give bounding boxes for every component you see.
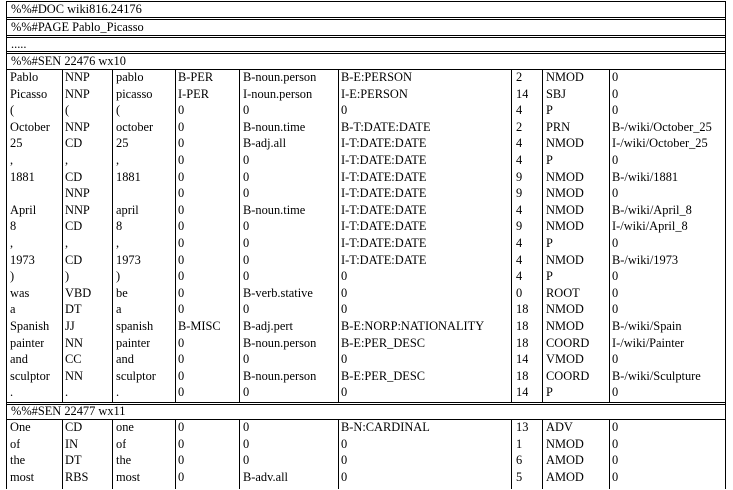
cell-lemma: sculptor [116, 368, 156, 383]
cell-head: 9 [516, 169, 523, 184]
cell-entity-type: B-E:PER_DESC [341, 335, 425, 350]
cell-entity-type: 0 [341, 285, 348, 300]
cell-dep-label: P [546, 103, 553, 118]
table-row [6, 318, 725, 335]
table-row [6, 368, 725, 385]
table-row [6, 469, 725, 486]
cell-wiki-link: I-/wiki/April_8 [612, 219, 688, 234]
cell-supersense: 0 [243, 269, 250, 284]
cell-dep-label: NMOD [546, 252, 584, 267]
cell-head: 2 [516, 70, 523, 84]
cell-supersense: 0 [243, 420, 250, 434]
cell-lemma: pablo [116, 70, 144, 84]
cell-wiki-link: B-/wiki/Sculpture [612, 368, 701, 383]
cell-ner: 0 [178, 285, 185, 300]
cell-supersense: B-noun.time [243, 202, 306, 217]
cell-ner: 0 [178, 368, 185, 383]
cell-lemma: , [116, 236, 120, 250]
cell-ner: B-MISC [178, 319, 221, 333]
table-row [6, 351, 725, 368]
cell-pos: ) [65, 269, 70, 284]
cell-supersense: 0 [243, 453, 250, 468]
cell-dep-label: ADV [546, 420, 573, 434]
cell-supersense: 0 [243, 352, 250, 367]
cell-entity-type: 0 [341, 352, 348, 367]
cell-head: 4 [516, 153, 523, 167]
cell-supersense: 0 [243, 302, 250, 317]
cell-wiki-link: 0 [612, 186, 619, 201]
cell-supersense: B-noun.person [243, 368, 317, 383]
cell-head: 0 [516, 285, 523, 300]
cell-lemma: ( [116, 103, 121, 118]
cell-supersense: B-noun.time [243, 119, 306, 134]
cell-ner: 0 [178, 136, 185, 151]
cell-wiki-link: 0 [612, 469, 619, 484]
ellipsis: ..... [11, 37, 27, 51]
cell-entity-type: 0 [341, 436, 348, 451]
cell-head: 5 [516, 469, 523, 484]
cell-word: 25 [10, 136, 23, 151]
cell-ner: 0 [178, 436, 185, 451]
cell-lemma: april [116, 202, 139, 217]
cell-dep-label: NMOD [546, 302, 584, 317]
rule [6, 402, 725, 403]
cell-entity-type: I-E:PERSON [341, 86, 408, 101]
cell-supersense: B-noun.person [243, 335, 317, 350]
cell-entity-type: B-E:NORP:NATIONALITY [341, 319, 485, 333]
cell-entity-type: I-T:DATE:DATE [341, 169, 427, 184]
cell-wiki-link: B-/wiki/October_25 [612, 119, 712, 134]
cell-dep-label: P [546, 153, 553, 167]
cell-entity-type: 0 [341, 453, 348, 468]
cell-pos: CD [65, 169, 83, 184]
cell-supersense: 0 [243, 103, 250, 118]
cell-pos: NNP [65, 119, 90, 134]
cell-head: 18 [516, 319, 529, 333]
cell-head: 13 [516, 420, 529, 434]
cell-dep-label: NMOD [546, 202, 584, 217]
cell-wiki-link: 0 [612, 153, 619, 167]
table-row [6, 86, 725, 103]
cell-lemma: october [116, 119, 154, 134]
cell-lemma: most [116, 469, 141, 484]
cell-word: sculptor [10, 368, 50, 383]
cell-pos: RBS [65, 469, 89, 484]
table-row [6, 152, 725, 169]
rule [6, 51, 725, 52]
cell-lemma: picasso [116, 86, 153, 101]
rule [6, 35, 725, 36]
cell-lemma: spanish [116, 319, 154, 333]
cell-wiki-link: 0 [612, 285, 619, 300]
cell-pos: VBD [65, 285, 92, 300]
cell-entity-type: 0 [341, 469, 348, 484]
cell-dep-label: NMOD [546, 186, 584, 201]
cell-pos: , [65, 236, 69, 250]
cell-lemma: , [116, 153, 120, 167]
table-row [6, 384, 725, 401]
table-row [6, 185, 725, 202]
cell-head: 4 [516, 136, 523, 151]
cell-head: 18 [516, 368, 529, 383]
cell-pos: , [65, 153, 69, 167]
cell-dep-label: SBJ [546, 86, 566, 101]
token-table [6, 419, 725, 489]
cell-ner: 0 [178, 169, 185, 184]
table-row [6, 452, 725, 469]
cell-wiki-link: 0 [612, 453, 619, 468]
cell-word: Picasso [10, 86, 48, 101]
cell-word: Spanish [10, 319, 50, 333]
cell-head: 9 [516, 219, 523, 234]
cell-pos: CD [65, 136, 83, 151]
cell-pos: NNP [65, 186, 90, 201]
cell-head: 14 [516, 86, 529, 101]
cell-lemma: ) [116, 269, 121, 284]
cell-entity-type: B-E:PERSON [341, 70, 412, 84]
cell-entity-type: 0 [341, 385, 348, 400]
cell-ner: 0 [178, 219, 185, 234]
cell-pos: CD [65, 420, 83, 434]
cell-ner: 0 [178, 119, 185, 134]
cell-wiki-link: 0 [612, 103, 619, 118]
cell-word: , [10, 153, 14, 167]
cell-dep-label: VMOD [546, 352, 584, 367]
cell-wiki-link: 0 [612, 86, 619, 101]
cell-lemma: one [116, 420, 134, 434]
rule [725, 1, 726, 489]
cell-head: 4 [516, 202, 523, 217]
cell-pos: NNP [65, 202, 90, 217]
cell-entity-type: I-T:DATE:DATE [341, 252, 427, 267]
cell-dep-label: P [546, 385, 553, 400]
cell-word: a [10, 302, 16, 317]
cell-entity-type: 0 [341, 269, 348, 284]
cell-head: 14 [516, 352, 529, 367]
cell-wiki-link: 0 [612, 302, 619, 317]
cell-ner: 0 [178, 236, 185, 250]
cell-supersense: 0 [243, 186, 250, 201]
cell-ner: 0 [178, 252, 185, 267]
cell-word: and [10, 352, 28, 367]
cell-ner: 0 [178, 103, 185, 118]
cell-wiki-link: I-/wiki/Painter [612, 335, 685, 350]
cell-word: of [10, 436, 21, 451]
cell-lemma: 8 [116, 219, 123, 234]
cell-dep-label: COORD [546, 368, 590, 383]
cell-word: ) [10, 269, 15, 284]
cell-pos: JJ [65, 319, 75, 333]
cell-entity-type: I-T:DATE:DATE [341, 236, 427, 250]
cell-dep-label: ROOT [546, 285, 580, 300]
cell-word: the [10, 453, 26, 468]
cell-word: was [10, 285, 30, 300]
cell-pos: DT [65, 453, 82, 468]
cell-ner: 0 [178, 420, 185, 434]
cell-word: 1973 [10, 252, 35, 267]
cell-wiki-link: 0 [612, 269, 619, 284]
doc-header: %%#DOC wiki816.24176 [11, 2, 142, 16]
cell-supersense: 0 [243, 219, 250, 234]
cell-ner: I-PER [178, 86, 209, 101]
cell-word: painter [10, 335, 45, 350]
cell-entity-type: I-T:DATE:DATE [341, 219, 427, 234]
cell-dep-label: NMOD [546, 219, 584, 234]
cell-entity-type: B-N:CARDINAL [341, 420, 430, 434]
cell-word: . [10, 385, 14, 400]
cell-pos: CC [65, 352, 82, 367]
cell-dep-label: NMOD [546, 436, 584, 451]
table-row [6, 169, 725, 186]
cell-word: One [10, 420, 31, 434]
cell-ner: 0 [178, 469, 185, 484]
cell-pos: CD [65, 252, 83, 267]
cell-ner: 0 [178, 352, 185, 367]
cell-wiki-link: B-/wiki/Spain [612, 319, 682, 333]
token-table [6, 69, 725, 402]
cell-head: 4 [516, 236, 523, 250]
cell-supersense: B-adj.all [243, 136, 287, 151]
cell-ner: 0 [178, 269, 185, 284]
cell-entity-type: 0 [341, 103, 348, 118]
cell-head: 4 [516, 103, 523, 118]
cell-wiki-link: 0 [612, 385, 619, 400]
cell-wiki-link: B-/wiki/April_8 [612, 202, 692, 217]
cell-lemma: 1881 [116, 169, 141, 184]
cell-dep-label: AMOD [546, 469, 584, 484]
cell-head: 2 [516, 119, 523, 134]
cell-wiki-link: 0 [612, 70, 619, 84]
cell-entity-type: I-T:DATE:DATE [341, 186, 427, 201]
cell-lemma: and [116, 352, 134, 367]
cell-pos: NNP [65, 70, 90, 84]
cell-lemma: 1973 [116, 252, 141, 267]
cell-lemma: 25 [116, 136, 129, 151]
rule [6, 17, 725, 18]
table-row [6, 69, 725, 86]
cell-dep-label: NMOD [546, 169, 584, 184]
cell-dep-label: COORD [546, 335, 590, 350]
cell-supersense: 0 [243, 169, 250, 184]
cell-ner: 0 [178, 385, 185, 400]
cell-ner: 0 [178, 186, 185, 201]
cell-head: 6 [516, 453, 523, 468]
cell-supersense: B-verb.stative [243, 285, 313, 300]
table-row [6, 268, 725, 285]
cell-wiki-link: 0 [612, 436, 619, 451]
cell-supersense: 0 [243, 385, 250, 400]
cell-head: 4 [516, 252, 523, 267]
cell-word: October [10, 119, 50, 134]
cell-head: 18 [516, 302, 529, 317]
cell-ner: 0 [178, 302, 185, 317]
cell-dep-label: AMOD [546, 453, 584, 468]
cell-dep-label: PRN [546, 119, 571, 134]
table-row [6, 335, 725, 352]
cell-supersense: 0 [243, 252, 250, 267]
cell-ner: 0 [178, 335, 185, 350]
cell-entity-type: I-T:DATE:DATE [341, 153, 427, 167]
cell-wiki-link: 0 [612, 236, 619, 250]
cell-pos: NN [65, 368, 83, 383]
table-row [6, 102, 725, 119]
cell-entity-type: 0 [341, 302, 348, 317]
cell-wiki-link: 0 [612, 420, 619, 434]
table-row [6, 235, 725, 252]
cell-lemma: the [116, 453, 132, 468]
cell-ner: 0 [178, 153, 185, 167]
table-row [6, 252, 725, 269]
cell-word: April [10, 202, 37, 217]
table-row [6, 135, 725, 152]
cell-supersense: B-adj.pert [243, 319, 293, 333]
cell-pos: IN [65, 436, 79, 451]
table-row [6, 419, 725, 436]
cell-head: 4 [516, 269, 523, 284]
cell-word: 8 [10, 219, 17, 234]
cell-supersense: I-noun.person [243, 86, 313, 101]
cell-pos: . [65, 385, 69, 400]
cell-ner: 0 [178, 453, 185, 468]
sentence-header: %%#SEN 22477 wx11 [11, 404, 126, 418]
table-row [6, 119, 725, 136]
cell-pos: NN [65, 335, 83, 350]
cell-pos: ( [65, 103, 70, 118]
table-row [6, 285, 725, 302]
cell-pos: CD [65, 219, 83, 234]
cell-word: 1881 [10, 169, 35, 184]
table-row [6, 436, 725, 453]
cell-lemma: . [116, 385, 120, 400]
cell-lemma: a [116, 302, 122, 317]
cell-pos: DT [65, 302, 82, 317]
page-header: %%#PAGE Pablo_Picasso [11, 20, 144, 34]
cell-head: 14 [516, 385, 529, 400]
cell-word: Pablo [10, 70, 39, 84]
cell-ner: 0 [178, 202, 185, 217]
cell-word: ( [10, 103, 15, 118]
cell-head: 18 [516, 335, 529, 350]
cell-word: , [10, 236, 14, 250]
cell-supersense: B-adv.all [243, 469, 288, 484]
cell-supersense: B-noun.person [243, 70, 317, 84]
cell-dep-label: NMOD [546, 70, 584, 84]
cell-wiki-link: B-/wiki/1881 [612, 169, 679, 184]
sentence-header: %%#SEN 22476 wx10 [11, 54, 126, 68]
cell-entity-type: B-T:DATE:DATE [341, 119, 431, 134]
cell-supersense: 0 [243, 236, 250, 250]
cell-lemma: painter [116, 335, 151, 350]
cell-head: 9 [516, 186, 523, 201]
cell-head: 1 [516, 436, 523, 451]
cell-supersense: 0 [243, 153, 250, 167]
cell-entity-type: B-E:PER_DESC [341, 368, 425, 383]
cell-supersense: 0 [243, 436, 250, 451]
cell-dep-label: NMOD [546, 319, 584, 333]
cell-dep-label: P [546, 269, 553, 284]
cell-dep-label: NMOD [546, 136, 584, 151]
cell-wiki-link: 0 [612, 352, 619, 367]
table-row [6, 301, 725, 318]
table-row [6, 202, 725, 219]
table-row [6, 218, 725, 235]
cell-word: most [10, 469, 35, 484]
cell-ner: B-PER [178, 70, 214, 84]
cell-lemma: be [116, 285, 128, 300]
cell-wiki-link: I-/wiki/October_25 [612, 136, 708, 151]
cell-wiki-link: B-/wiki/1973 [612, 252, 679, 267]
cell-pos: NNP [65, 86, 90, 101]
cell-entity-type: I-T:DATE:DATE [341, 202, 427, 217]
cell-entity-type: I-T:DATE:DATE [341, 136, 427, 151]
cell-lemma: of [116, 436, 127, 451]
cell-dep-label: P [546, 236, 553, 250]
